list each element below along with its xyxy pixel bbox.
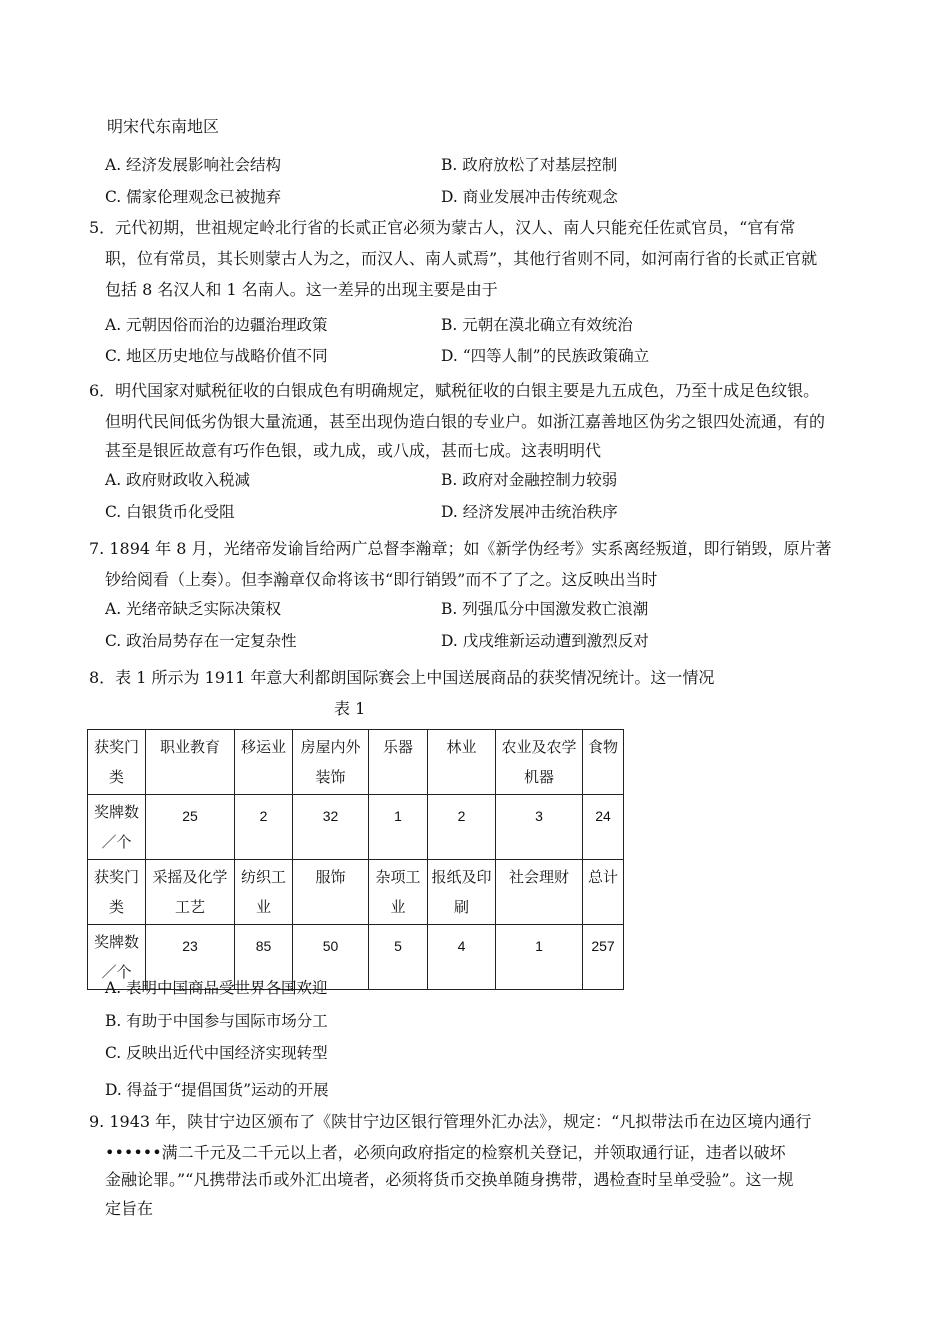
q8-option-c[interactable]: C. 反映出近代中国经济实现转型 [105, 1044, 328, 1062]
table-cell: 获奖门类 [88, 860, 146, 925]
q8-stem-line: 8．表 1 所示为 1911 年意大利都朗国际赛会上中国送展商品的获奖情况统计。这一情况 [89, 668, 715, 687]
table-cell: 2 [235, 795, 293, 860]
table-cell: 纺织工业 [235, 860, 293, 925]
q4-option-a[interactable]: A. 经济发展影响社会结构 [105, 156, 282, 174]
q9-stem-line-3: 金融论罪。”“凡携带法币或外汇出境者，必须将货币交换单随身携带，遇检查时呈单受验”。这一规 [105, 1170, 794, 1189]
q4-option-b[interactable]: B. 政府放松了对基层控制 [441, 156, 618, 174]
table-cell: 25 [146, 795, 235, 860]
table-cell: 移运业 [235, 730, 293, 795]
table-cell: 4 [428, 925, 496, 990]
q5-stem-line-2: 职，位有常员，其长则蒙古人为之，而汉人、南人贰焉”，其他行省则不同，如河南行省的长贰正官就 [105, 249, 818, 268]
table-cell: 85 [235, 925, 293, 990]
table-cell: 257 [583, 925, 624, 990]
table-cell: 23 [146, 925, 235, 990]
q5-option-c[interactable]: C. 地区历史地位与战略价值不同 [105, 347, 328, 365]
q4-option-d[interactable]: D. 商业发展冲击传统观念 [441, 188, 618, 206]
q6-option-a[interactable]: A. 政府财政收入税减 [105, 471, 251, 489]
q7-option-c[interactable]: C. 政治局势存在一定复杂性 [105, 632, 297, 650]
q5-option-a[interactable]: A. 元朝因俗而治的边疆治理政策 [105, 316, 328, 334]
table-cell: 职业教育 [146, 730, 235, 795]
table-row [88, 730, 624, 795]
table-cell: 房屋内外装饰 [293, 730, 369, 795]
table-cell: 24 [583, 795, 624, 860]
table-cell: 乐器 [369, 730, 428, 795]
table-cell: 服饰 [293, 860, 369, 925]
q9-stem-line-1: 9. 1943 年，陕甘宁边区颁布了《陕甘宁边区银行管理外汇办法》，规定：“凡拟带法币在边区境内通行 [89, 1112, 812, 1131]
q4-stem-tail: 明宋代东南地区 [107, 117, 220, 136]
table-cell: 2 [428, 795, 496, 860]
medals-table [87, 729, 624, 990]
table-cell: 采摇及化学工艺 [146, 860, 235, 925]
table-caption: 表 1 [334, 699, 366, 718]
q5-option-b[interactable]: B. 元朝在漠北确立有效统治 [441, 316, 633, 334]
q5-stem-line-1: 5．元代初期，世祖规定岭北行省的长贰正官必须为蒙古人，汉人、南人只能充任佐贰官员，“官有常 [89, 218, 796, 237]
table-cell: 3 [496, 795, 583, 860]
q4-option-c[interactable]: C. 儒家伦理观念已被抛弃 [105, 188, 282, 206]
table-cell: 1 [369, 795, 428, 860]
table-cell: 农业及农学机器 [496, 730, 583, 795]
q6-stem-line-2: 但明代民间低劣伪银大量流通，甚至出现伪造白银的专业户。如浙江嘉善地区伪劣之银四处流通，有的 [105, 412, 826, 431]
table-cell: 32 [293, 795, 369, 860]
table-cell: 林业 [428, 730, 496, 795]
table-cell: 总计 [583, 860, 624, 925]
table-cell: 报纸及印刷 [428, 860, 496, 925]
q6-option-c[interactable]: C. 白银货币化受阻 [105, 503, 235, 521]
q9-stem-line-4: 定旨在 [105, 1199, 154, 1218]
q5-stem-line-3: 包括 8 名汉人和 1 名南人。这一差异的出现主要是由于 [105, 280, 498, 299]
q7-stem-line-2: 钞给阅看（上奏）。但李瀚章仅命将该书“即行销毁”而不了了之。这反映出当时 [105, 570, 658, 589]
q7-option-b[interactable]: B. 列强瓜分中国激发救亡浪潮 [441, 600, 649, 618]
q8-option-b[interactable]: B. 有助于中国参与国际市场分工 [105, 1012, 328, 1030]
table-cell: 社会理财 [496, 860, 583, 925]
table-cell: 奖牌数／个 [88, 925, 146, 990]
q6-option-d[interactable]: D. 经济发展冲击统治秩序 [441, 503, 618, 521]
q8-option-a[interactable]: A. 表明中国商品受世界各国欢迎 [105, 979, 328, 997]
q7-stem-line-1: 7. 1894 年 8 月，光绪帝发谕旨给两广总督李瀚章；如《新学伪经考》实系离经叛道，即行销毁，原片著 [89, 539, 832, 558]
table-cell: 食物 [583, 730, 624, 795]
table-cell: 1 [496, 925, 583, 990]
q9-stem-line-2: ••••••满二千元及二千元以上者，必须向政府指定的检察机关登记，并领取通行证，违者以破坏 [105, 1143, 786, 1162]
table-cell: 获奖门类 [88, 730, 146, 795]
q8-option-d[interactable]: D. 得益于“提倡国货”运动的开展 [105, 1081, 329, 1099]
q6-stem-line-1: 6．明代国家对赋税征收的白银成色有明确规定，赋税征收的白银主要是九五成色，乃至十成足色纹银。 [89, 381, 820, 400]
q5-option-d[interactable]: D. “四等人制”的民族政策确立 [441, 347, 650, 365]
q7-option-a[interactable]: A. 光绪帝缺乏实际决策权 [105, 600, 282, 618]
table-cell: 杂项工业 [369, 860, 428, 925]
q6-option-b[interactable]: B. 政府对金融控制力较弱 [441, 471, 618, 489]
table-row [88, 860, 624, 925]
q7-option-d[interactable]: D. 戊戌维新运动遭到激烈反对 [441, 632, 649, 650]
table-cell: 奖牌数／个 [88, 795, 146, 860]
table-row [88, 795, 624, 860]
table-cell: 5 [369, 925, 428, 990]
table-cell: 50 [293, 925, 369, 990]
q6-stem-line-3: 甚至是银匠故意有巧作色银，或九成，或八成，甚而七成。这表明明代 [105, 441, 602, 460]
